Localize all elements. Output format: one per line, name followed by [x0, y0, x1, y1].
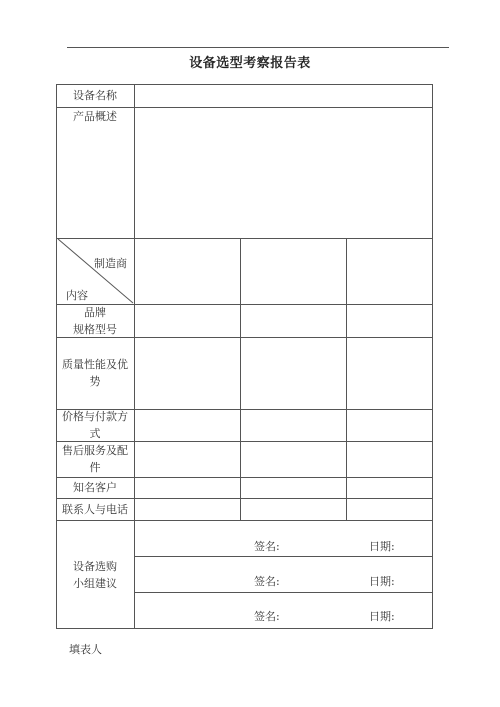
label-product-overview: 产品概述 [73, 110, 117, 123]
label-contact: 联系人与电话 [62, 502, 128, 516]
date-label: 日期: [369, 575, 395, 588]
label-content: 内容 [66, 289, 88, 302]
report-table [56, 84, 433, 629]
label-clients: 知名客户 [73, 481, 117, 494]
form-filler-label: 填表人 [69, 643, 102, 656]
label-after-sales: 售后服务及配件 [62, 444, 128, 474]
signature-label: 签名: [254, 575, 280, 588]
top-rule [67, 47, 449, 48]
signature-label: 签名: [254, 540, 280, 553]
label-quality: 质量性能及优势 [62, 358, 128, 388]
label-device-name: 设备名称 [73, 89, 117, 102]
label-price: 价格与付款方式 [62, 410, 128, 440]
signature-label: 签名: [254, 610, 280, 623]
date-label: 日期: [369, 610, 395, 623]
date-label: 日期: [369, 540, 395, 553]
label-proposal: 设备选购 小组建议 [73, 559, 117, 590]
label-brand-model: 品牌 规格型号 [73, 305, 117, 336]
label-manufacturer: 制造商 [94, 257, 127, 270]
report-title: 设备选型考察报告表 [189, 56, 311, 71]
